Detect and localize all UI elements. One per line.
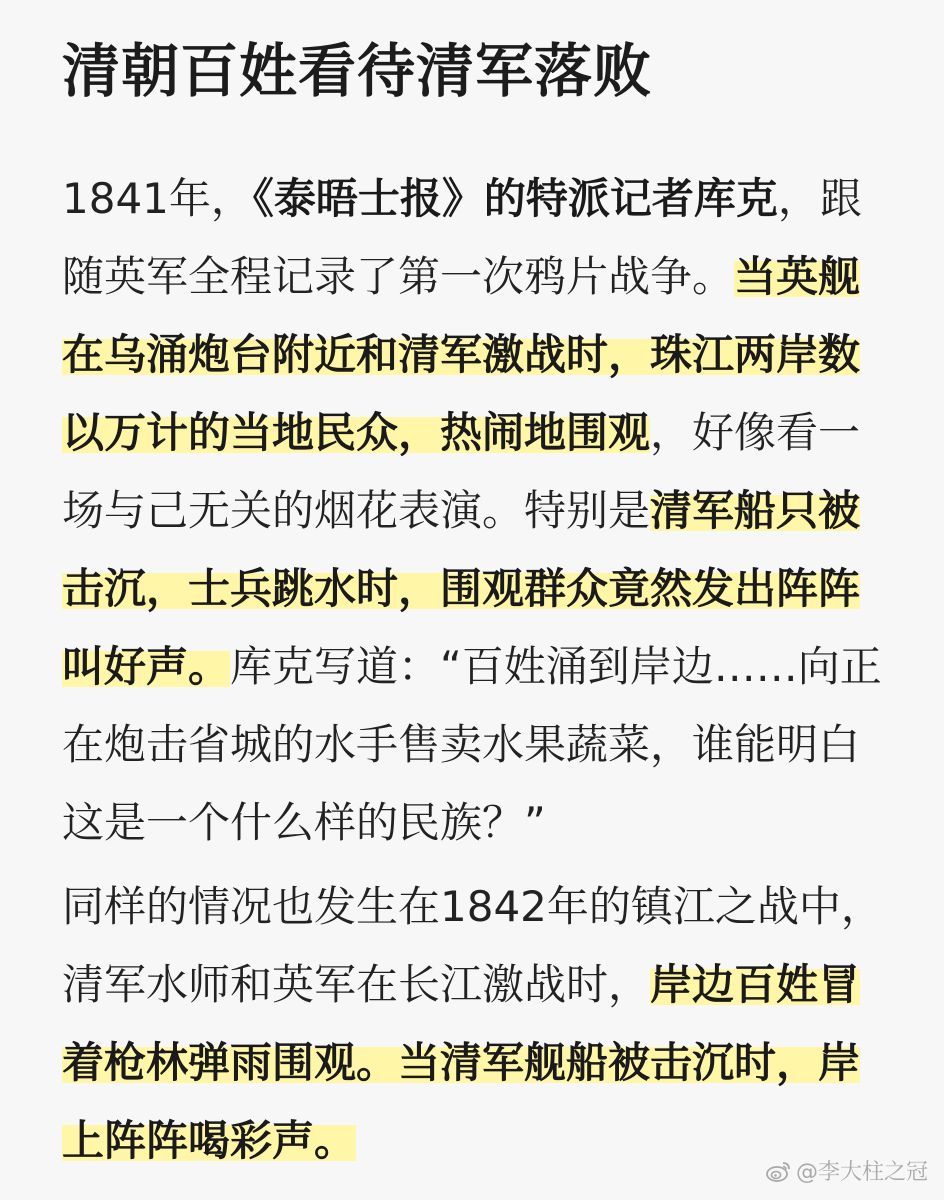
text-line	[62, 238, 872, 316]
text-segment: 随英军全程记录了第一次鸦片战争。	[62, 252, 735, 301]
highlighted-text: 在乌涌炮台附近和清军激战时，珠江两岸数	[62, 330, 861, 379]
text-segment: ，好像看一	[650, 408, 861, 457]
highlighted-text: 岸边百姓冒	[650, 960, 861, 1009]
weibo-icon	[766, 1160, 792, 1182]
text-line	[62, 472, 872, 550]
highlighted-text: 当英舰	[734, 252, 861, 301]
highlighted-text: 着枪林弹雨围观。当清军舰船被击沉时，岸	[62, 1038, 861, 1087]
text-line	[62, 946, 872, 1024]
text-segment: 1841年，	[62, 174, 253, 223]
highlighted-text: 清军船只被	[650, 486, 861, 535]
watermark	[766, 1155, 928, 1186]
highlighted-text: 以万计的当地民众，热闹地围观	[62, 408, 651, 457]
text-segment: 在炮击省城的水手售卖水果蔬菜，谁能明白	[62, 720, 861, 769]
page-title: 清朝百姓看待清军落败	[62, 37, 653, 105]
highlighted-text: 击沉，士兵跳水时，围观群众竟然发出阵阵	[62, 564, 861, 613]
text-segment: 同样的情况也发生在1842年的镇江之战中，	[62, 882, 883, 931]
text-line	[62, 1024, 872, 1102]
text-line	[62, 628, 882, 706]
text-segment: 场与己无关的烟花表演。特别是	[62, 486, 651, 535]
text-segment: ，跟	[777, 174, 862, 223]
text-segment: 这是一个什么样的民族？”	[62, 798, 546, 847]
highlighted-text: 叫好声。	[62, 642, 231, 691]
text-line	[62, 706, 872, 784]
text-segment: 库克写道：“百姓涌到岸边……向正	[230, 642, 882, 691]
text-line	[62, 394, 872, 472]
text-line	[62, 868, 883, 946]
text-line	[62, 1102, 872, 1180]
text-line	[62, 784, 872, 862]
text-segment: 清军水师和英军在长江激战时，	[62, 960, 651, 1009]
text-line	[62, 550, 872, 628]
text-segment-bold: 《泰晤士报》的特派记者库克	[252, 174, 778, 223]
highlighted-text: 上阵阵喝彩声。	[62, 1116, 357, 1165]
watermark-text: @李大柱之冠	[795, 1160, 928, 1185]
text-line	[62, 160, 872, 238]
text-line	[62, 316, 872, 394]
paragraph-1	[62, 160, 882, 862]
